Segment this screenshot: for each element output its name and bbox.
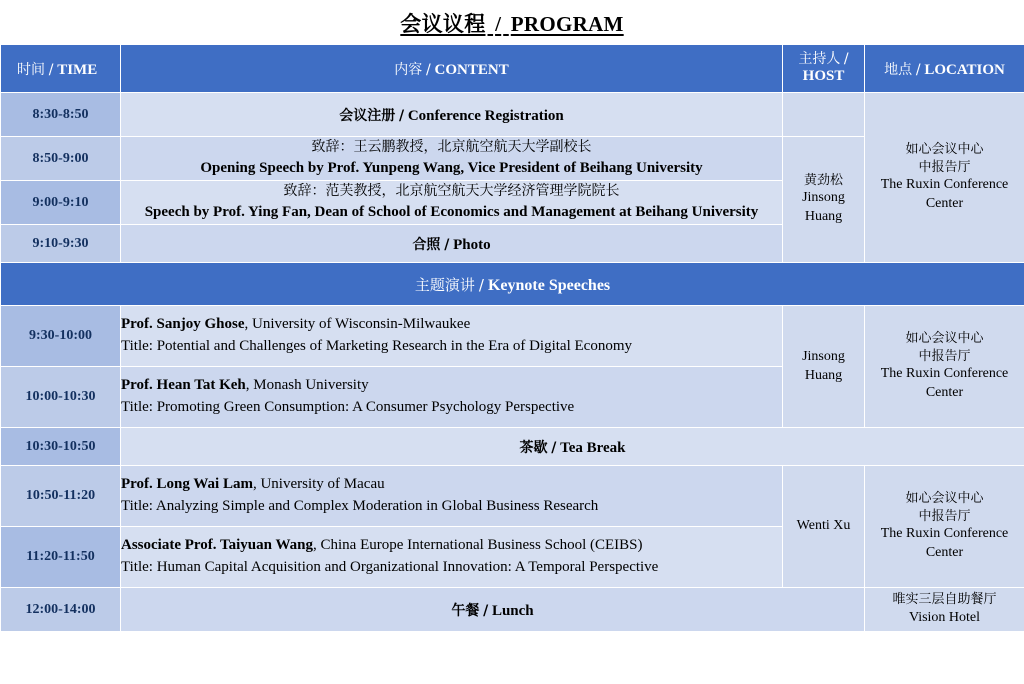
row-content-photo <box>121 225 783 263</box>
row-content-keynote2 <box>121 367 783 428</box>
row-time-keynote1: 9:30-10:00 <box>1 306 121 367</box>
host-keynote2-name: Wenti Xu <box>796 518 851 534</box>
row-content-registration <box>121 93 783 137</box>
location-keynote2-en2: Center <box>925 545 964 561</box>
host-cell-morning-blank <box>783 93 865 137</box>
tea-break-cn: 茶歇 <box>519 439 548 456</box>
keynote1-affiliation: , University of Wisconsin-Milwaukee <box>244 316 471 333</box>
lunch-en: Lunch <box>491 602 534 619</box>
location-morning-en2: Center <box>925 196 964 212</box>
keynote3-title: Title: Analyzing Simple and Complex Moderation in Global Business Research <box>121 498 599 514</box>
page-title-en: PROGRAM <box>510 12 624 36</box>
row-content-keynote3 <box>121 466 783 527</box>
location-keynote2-cn2: 中报告厅 <box>918 508 971 524</box>
row-content-speech-fan <box>121 181 783 225</box>
keynote-band-sep: / <box>478 275 484 294</box>
location-keynote2-en1: The Ruxin Conference <box>880 526 1009 542</box>
registration-en: Conference Registration <box>407 107 564 124</box>
column-header-host-sep: / <box>843 51 849 68</box>
location-lunch-cn: 唯实三层自助餐厅 <box>892 592 997 608</box>
column-header-content-sep: / <box>426 61 431 78</box>
program-table <box>0 44 1024 632</box>
row-time-lunch: 12:00-14:00 <box>1 588 121 632</box>
column-header-content-cn: 内容 <box>394 61 423 78</box>
row-time-keynote2: 10:00-10:30 <box>1 367 121 428</box>
page-title-cn: 会议议程 <box>400 12 486 36</box>
column-header-time-cn: 时间 <box>17 61 45 78</box>
row-time-keynote3: 10:50-11:20 <box>1 466 121 527</box>
row-content-keynote4 <box>121 527 783 588</box>
row-time-photo: 9:10-9:30 <box>1 225 121 263</box>
host-morning-cn: 黄劲松 <box>803 172 843 188</box>
row-content-lunch <box>121 588 865 632</box>
host-keynote1-line1: Jinsong <box>802 348 845 364</box>
column-header-location-en: LOCATION <box>924 61 1005 78</box>
page-title-separator: / <box>495 12 502 36</box>
lunch-cn: 午餐 <box>451 602 480 619</box>
row-time-speech-fan: 9:00-9:10 <box>1 181 121 225</box>
section-band-row <box>1 263 1024 306</box>
location-keynote1-cn1: 如心会议中心 <box>905 331 984 347</box>
opening-line-en: Opening Speech by Prof. Yunpeng Wang, Vice President of Beihang University <box>200 159 703 176</box>
location-keynote2-cn1: 如心会议中心 <box>905 491 984 507</box>
registration-sep: / <box>398 107 405 124</box>
row-time-opening: 8:50-9:00 <box>1 137 121 181</box>
table-row <box>1 93 1024 137</box>
tea-break-sep: / <box>551 439 557 456</box>
tea-break-en: Tea Break <box>560 439 626 456</box>
location-morning-cn2: 中报告厅 <box>918 159 971 175</box>
table-row <box>1 466 1024 527</box>
column-header-location <box>865 45 1024 93</box>
column-header-location-cn: 地点 <box>884 61 913 78</box>
keynote2-affiliation: , Monash University <box>245 377 369 394</box>
page-title <box>0 0 1024 44</box>
table-row <box>1 588 1024 632</box>
host-cell-keynote1 <box>783 306 865 428</box>
location-cell-keynote2 <box>865 466 1024 588</box>
keynote3-speaker: Prof. Long Wai Lam <box>121 476 253 493</box>
location-keynote1-en1: The Ruxin Conference <box>880 366 1009 382</box>
keynote1-title: Title: Potential and Challenges of Marketing Research in the Era of Digital Economy <box>121 338 632 354</box>
row-time-keynote4: 11:20-11:50 <box>1 527 121 588</box>
column-header-time-en: TIME <box>57 61 98 78</box>
keynote4-speaker: Associate Prof. Taiyuan Wang <box>121 537 313 554</box>
registration-cn: 会议注册 <box>339 107 396 124</box>
location-keynote1-cn2: 中报告厅 <box>918 348 971 364</box>
column-header-host-cn: 主持人 <box>798 51 841 68</box>
photo-sep: / <box>444 236 450 253</box>
keynote3-affiliation: , University of Macau <box>252 476 385 493</box>
column-header-location-sep: / <box>915 61 921 78</box>
location-morning-en1: The Ruxin Conference <box>880 177 1009 193</box>
keynote4-affiliation: , China Europe International Business School (CEIBS) <box>312 537 643 554</box>
table-row <box>1 428 1024 466</box>
row-time-tea-break: 10:30-10:50 <box>1 428 121 466</box>
speech-fan-line-en: Speech by Prof. Ying Fan, Dean of School of Economics and Management at Beihang University <box>144 203 759 220</box>
table-header-row <box>1 45 1024 93</box>
photo-en: Photo <box>453 236 491 253</box>
row-content-keynote1 <box>121 306 783 367</box>
speech-fan-line-cn: 致辞：范芙教授，北京航空航天大学经济管理学院院长 <box>283 183 620 200</box>
keynote-band-en: Keynote Speeches <box>487 276 611 294</box>
column-header-content-en: CONTENT <box>434 61 509 78</box>
keynote2-speaker: Prof. Hean Tat Keh <box>121 377 246 394</box>
table-row <box>1 306 1024 367</box>
row-time-registration: 8:30-8:50 <box>1 93 121 137</box>
section-keynote-speeches <box>1 263 1024 306</box>
location-cell-keynote1 <box>865 306 1024 428</box>
location-cell-lunch <box>865 588 1024 632</box>
keynote4-title: Title: Human Capital Acquisition and Organizational Innovation: A Temporal Perspective <box>121 559 659 575</box>
host-morning-en: Jinsong Huang <box>802 190 845 225</box>
column-header-time <box>1 45 121 93</box>
keynote2-title: Title: Promoting Green Consumption: A Consumer Psychology Perspective <box>121 399 575 415</box>
opening-line-cn: 致辞：王云鹏教授，北京航空航天大学副校长 <box>311 139 592 156</box>
location-cell-morning <box>865 93 1024 263</box>
photo-cn: 合照 <box>412 236 441 253</box>
column-header-content <box>121 45 783 93</box>
location-lunch-en: Vision Hotel <box>908 609 981 625</box>
column-header-host <box>783 45 865 93</box>
host-cell-keynote2 <box>783 466 865 588</box>
lunch-sep: / <box>483 602 489 619</box>
row-content-opening <box>121 137 783 181</box>
column-header-time-sep: / <box>48 61 54 78</box>
location-morning-cn1: 如心会议中心 <box>905 142 984 158</box>
row-content-tea-break <box>121 428 1024 466</box>
column-header-host-en: HOST <box>802 68 845 85</box>
host-keynote1-line2: Huang <box>804 367 843 383</box>
keynote1-speaker: Prof. Sanjoy Ghose <box>121 316 245 333</box>
location-keynote1-en2: Center <box>925 385 964 401</box>
host-cell-morning <box>783 137 865 263</box>
keynote-band-cn: 主题演讲 <box>414 275 475 294</box>
